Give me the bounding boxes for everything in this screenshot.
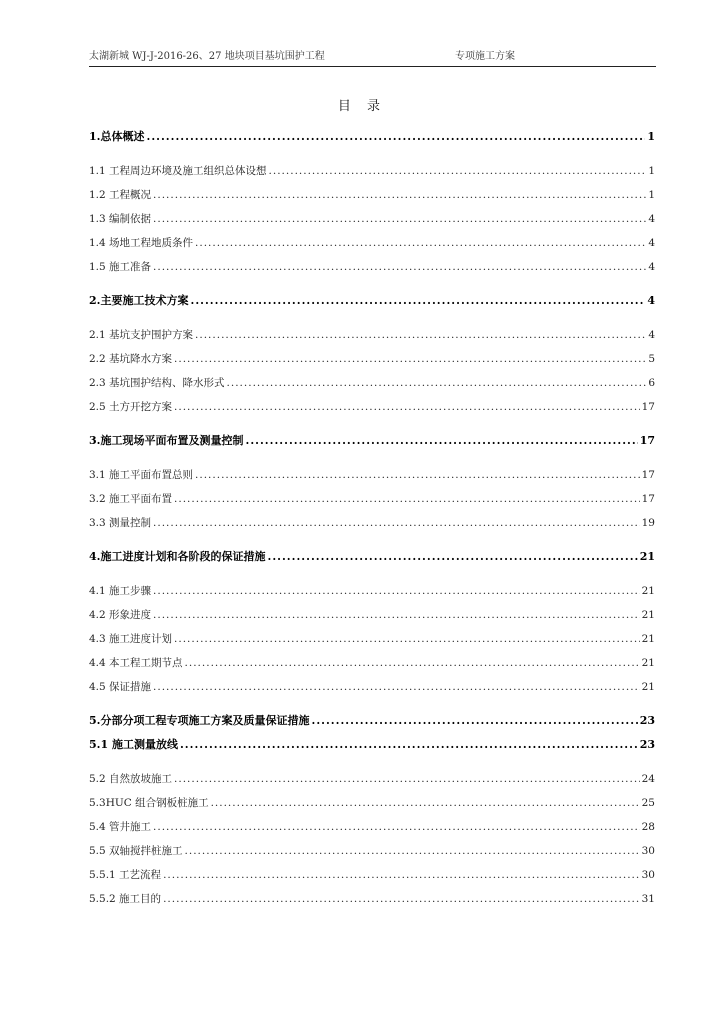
toc-page-number: 1 (647, 130, 655, 143)
toc-page-number: 19 (641, 517, 655, 529)
section-gap (89, 279, 655, 289)
toc-entry[interactable] (89, 395, 655, 419)
toc-leader-dots (174, 487, 640, 511)
toc-entry[interactable] (89, 371, 655, 395)
toc-leader-dots (174, 767, 640, 791)
toc-entry-text: 1.4 场地工程地质条件 (89, 237, 194, 249)
toc-entry[interactable] (89, 255, 655, 279)
toc-entry[interactable] (89, 791, 655, 815)
section-gap (89, 699, 655, 709)
section-gap (89, 149, 655, 159)
toc-page-number: 30 (641, 845, 655, 857)
toc-page-number: 21 (641, 657, 655, 669)
toc-entry[interactable] (89, 579, 655, 603)
toc-leader-dots (153, 675, 640, 699)
section-gap (89, 313, 655, 323)
toc-page-number: 21 (641, 633, 655, 645)
toc-entry[interactable] (89, 815, 655, 839)
toc-entry-text: 2.主要施工技术方案 (89, 294, 189, 307)
header-doc-type: 专项施工方案 (455, 51, 515, 62)
toc-page-number: 6 (648, 377, 655, 389)
toc-leader-dots (146, 125, 645, 149)
toc-leader-dots (211, 791, 640, 815)
toc-leader-dots (153, 255, 646, 279)
toc-entry-text: 1.5 施工准备 (89, 261, 152, 273)
toc-page-number: 17 (641, 401, 655, 413)
toc-page-number: 17 (639, 434, 655, 447)
toc-entry[interactable] (89, 675, 655, 699)
toc-entry[interactable] (89, 207, 655, 231)
toc-page-number: 23 (639, 738, 655, 751)
toc-entry-text: 4.4 本工程工期节点 (89, 657, 183, 669)
toc-entry[interactable] (89, 511, 655, 535)
toc-leader-dots (153, 579, 640, 603)
page-header (89, 50, 656, 67)
toc-entry-text: 4.施工进度计划和各阶段的保证措施 (89, 550, 266, 563)
toc-leader-dots (153, 183, 646, 207)
toc-entry[interactable] (89, 839, 655, 863)
toc-entry-text: 3.1 施工平面布置总则 (89, 469, 194, 481)
toc-page-number: 17 (641, 493, 655, 505)
toc-entry-text: 2.1 基坑支护围护方案 (89, 329, 194, 341)
toc-page-number: 28 (641, 821, 655, 833)
section-gap (89, 453, 655, 463)
toc-entry[interactable] (89, 231, 655, 255)
toc-page-number: 21 (639, 550, 655, 563)
toc-entry[interactable] (89, 159, 655, 183)
toc-page-number: 24 (641, 773, 655, 785)
toc-entry-text: 3.施工现场平面布置及测量控制 (89, 434, 244, 447)
toc-page-number: 4 (648, 329, 655, 341)
toc-entry-text: 5.5.2 施工目的 (89, 893, 162, 905)
toc-entry-text: 2.3 基坑围护结构、降水形式 (89, 377, 225, 389)
toc-leader-dots (245, 429, 637, 453)
section-gap (89, 535, 655, 545)
toc-entry-text: 5.5 双轴搅拌桩施工 (89, 845, 183, 857)
toc-leader-dots (185, 651, 640, 675)
toc-page-number: 21 (641, 681, 655, 693)
toc-entry-text: 1.2 工程概况 (89, 189, 152, 201)
toc-page-number: 17 (641, 469, 655, 481)
toc-entry-text: 5.1 施工测量放线 (89, 738, 178, 751)
toc-leader-dots (227, 371, 647, 395)
toc-page-number: 1 (648, 189, 655, 201)
toc-entry[interactable] (89, 603, 655, 627)
toc-leader-dots (190, 289, 645, 313)
toc-section-entry[interactable] (89, 709, 655, 733)
toc-entry-text: 5.2 自然放坡施工 (89, 773, 173, 785)
toc-entry-text: 5.5.1 工艺流程 (89, 869, 162, 881)
toc-leader-dots (180, 733, 638, 757)
toc-entry[interactable] (89, 651, 655, 675)
toc-page-number: 1 (648, 165, 655, 177)
toc-section-entry[interactable] (89, 125, 655, 149)
table-of-contents (89, 125, 655, 911)
toc-section-entry[interactable] (89, 733, 655, 757)
toc-page-number: 30 (641, 869, 655, 881)
toc-leader-dots (267, 545, 637, 569)
toc-section-entry[interactable] (89, 545, 655, 569)
toc-leader-dots (269, 159, 647, 183)
toc-page-number: 5 (648, 353, 655, 365)
toc-leader-dots (163, 863, 640, 887)
toc-title: 目 录 (337, 99, 387, 114)
toc-entry-text: 3.2 施工平面布置 (89, 493, 173, 505)
toc-entry[interactable] (89, 487, 655, 511)
toc-leader-dots (311, 709, 637, 733)
toc-leader-dots (185, 839, 640, 863)
toc-entry-text: 2.5 土方开挖方案 (89, 401, 173, 413)
toc-entry[interactable] (89, 183, 655, 207)
toc-leader-dots (174, 395, 640, 419)
toc-leader-dots (153, 815, 640, 839)
toc-entry-text: 4.5 保证措施 (89, 681, 152, 693)
toc-page-number: 23 (639, 714, 655, 727)
toc-leader-dots (153, 207, 646, 231)
toc-page-number: 4 (648, 237, 655, 249)
toc-entry-text: 4.3 施工进度计划 (89, 633, 173, 645)
toc-entry[interactable] (89, 323, 655, 347)
toc-section-entry[interactable] (89, 429, 655, 453)
section-gap (89, 757, 655, 767)
toc-entry-text: 3.3 测量控制 (89, 517, 152, 529)
toc-page-number: 4 (648, 261, 655, 273)
toc-leader-dots (195, 463, 640, 487)
section-gap (89, 419, 655, 429)
toc-entry-text: 5.3HUC 组合钢板桩施工 (89, 797, 209, 809)
toc-entry-text: 1.1 工程周边环境及施工组织总体设想 (89, 165, 267, 177)
toc-leader-dots (153, 603, 640, 627)
toc-page-number: 31 (641, 893, 655, 905)
toc-page-number: 25 (641, 797, 655, 809)
toc-leader-dots (153, 511, 640, 535)
toc-entry[interactable] (89, 627, 655, 651)
section-gap (89, 569, 655, 579)
toc-entry[interactable] (89, 767, 655, 791)
toc-page-number: 4 (647, 294, 655, 307)
toc-entry-text: 4.1 施工步骤 (89, 585, 152, 597)
toc-page-number: 21 (641, 609, 655, 621)
toc-entry[interactable] (89, 863, 655, 887)
header-project-title: 太湖新城 WJ-J-2016-26、27 地块项目基坑围护工程 (89, 51, 325, 62)
toc-entry-text: 5.分部分项工程专项施工方案及质量保证措施 (89, 714, 310, 727)
toc-entry[interactable] (89, 463, 655, 487)
toc-entry-text: 5.4 管井施工 (89, 821, 152, 833)
toc-entry-text: 1.3 编制依据 (89, 213, 152, 225)
toc-leader-dots (174, 347, 646, 371)
toc-page-number: 4 (648, 213, 655, 225)
toc-leader-dots (174, 627, 640, 651)
toc-leader-dots (195, 323, 646, 347)
toc-leader-dots (195, 231, 646, 255)
toc-leader-dots (163, 887, 640, 911)
toc-entry-text: 1.总体概述 (89, 130, 145, 143)
toc-entry[interactable] (89, 347, 655, 371)
toc-page-number: 21 (641, 585, 655, 597)
toc-entry-text: 2.2 基坑降水方案 (89, 353, 173, 365)
toc-entry-text: 4.2 形象进度 (89, 609, 152, 621)
toc-entry[interactable] (89, 887, 655, 911)
toc-section-entry[interactable] (89, 289, 655, 313)
